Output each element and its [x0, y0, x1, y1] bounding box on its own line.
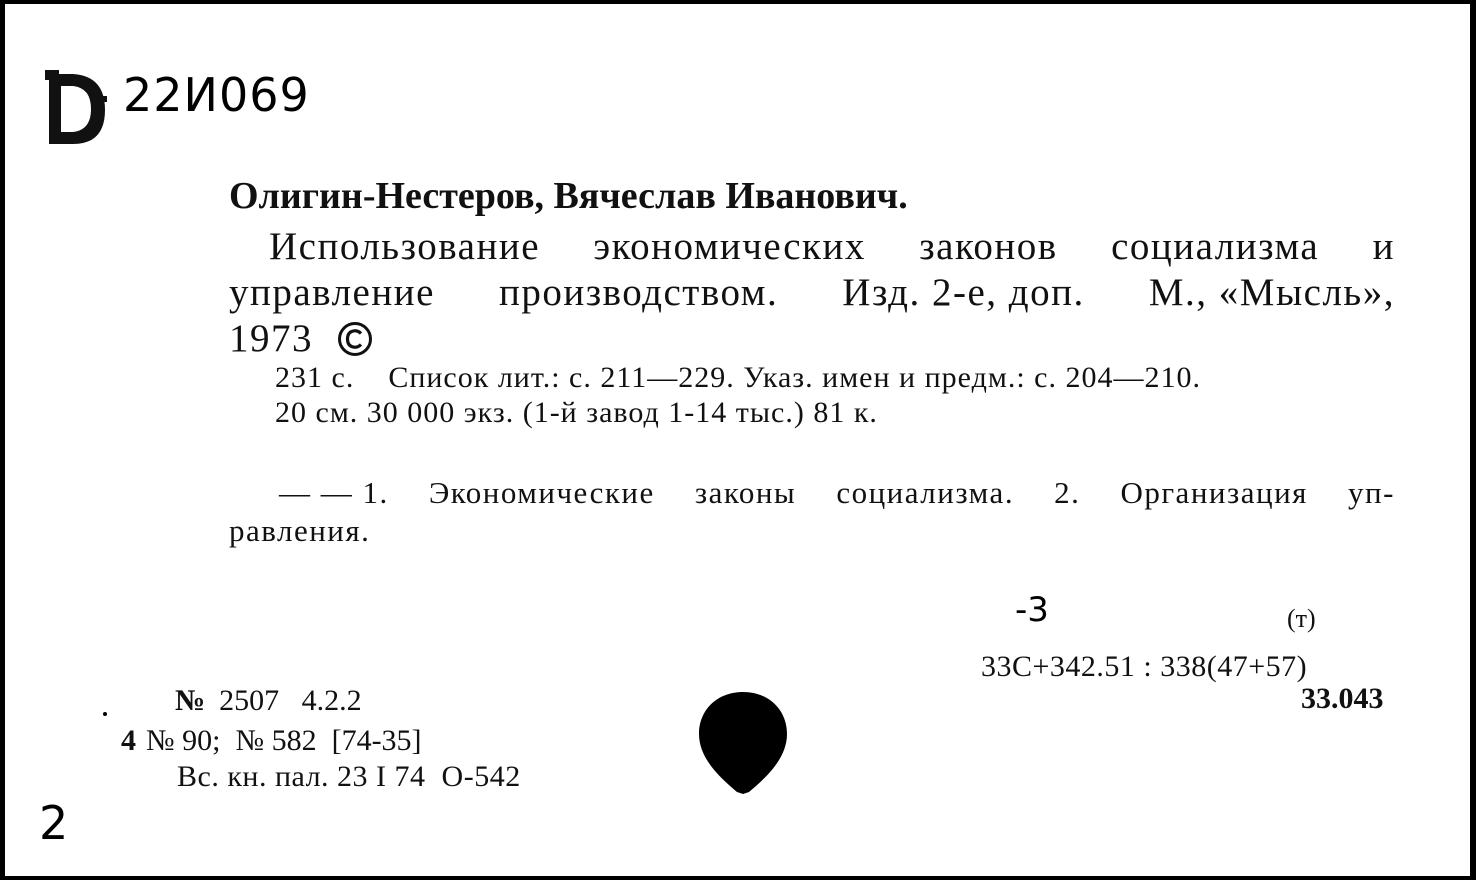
subject-word: уп- — [1348, 475, 1395, 510]
dimensions-line: 20 см. 30 000 экз. (1-й завод 1-14 тыс.) 81 к. — [275, 396, 878, 429]
physical-description — [275, 360, 1201, 430]
registration-prefix: 4 — [121, 724, 136, 757]
title-line-1 — [229, 224, 1395, 270]
title-line-3 — [229, 316, 1395, 362]
subject-word: — — 1. — [279, 475, 389, 510]
subject-word: социализма. — [836, 475, 1015, 510]
handwritten-corner-mark: 2 — [39, 796, 69, 850]
subjects-line-1 — [229, 474, 1395, 512]
inventory-number: 22И069 — [123, 68, 310, 122]
registration-line-2 — [121, 724, 422, 758]
collation-line: 231 с. Список лит.: с. 211—229. Указ. имен и предм.: с. 204—210. — [275, 361, 1201, 394]
edition-statement: Изд. 2-е, доп. — [842, 271, 1085, 314]
library-stamp-icon — [43, 66, 109, 148]
classification-mark: -3 — [1015, 590, 1049, 630]
publisher: М., «Мысль», — [1148, 271, 1395, 314]
title-word: производством. — [498, 271, 779, 314]
title-statement — [229, 224, 1395, 362]
publication-year: 1973 — [229, 317, 313, 360]
book-chamber-line: Вс. кн. пал. 23 I 74 О-542 — [177, 760, 521, 793]
registration-line-1 — [175, 684, 362, 718]
registration-numbers: № 90; № 582 [74-35] — [146, 724, 422, 757]
subject-word: законы — [694, 475, 797, 510]
subject-word: Организация — [1120, 475, 1308, 510]
classification-secondary: 33.043 — [1301, 682, 1384, 715]
classification-index: 33С+342.51 : 338(47+57) — [981, 650, 1308, 683]
punch-hole-icon — [697, 690, 789, 794]
title-word: и — [1372, 225, 1395, 268]
title-word: законов — [919, 225, 1058, 268]
title-word: экономических — [593, 225, 866, 268]
copyright-icon — [337, 321, 373, 357]
title-word: управление — [229, 271, 435, 314]
subject-word: Экономические — [428, 475, 655, 510]
number-sign: № — [175, 684, 206, 717]
subject-word: 2. — [1054, 475, 1081, 510]
subject-headings — [229, 474, 1395, 550]
title-word: социализма — [1111, 225, 1320, 268]
title-word: Использование — [269, 225, 541, 268]
title-line-2 — [229, 270, 1395, 316]
card-number: 2507 4.2.2 — [219, 684, 362, 717]
ink-dot — [103, 712, 107, 716]
classification-mark-right: (т) — [1287, 604, 1316, 633]
subjects-line-2: равления. — [229, 513, 371, 548]
author-heading: Олигин-Нестеров, Вячеслав Иванович. — [229, 175, 908, 217]
